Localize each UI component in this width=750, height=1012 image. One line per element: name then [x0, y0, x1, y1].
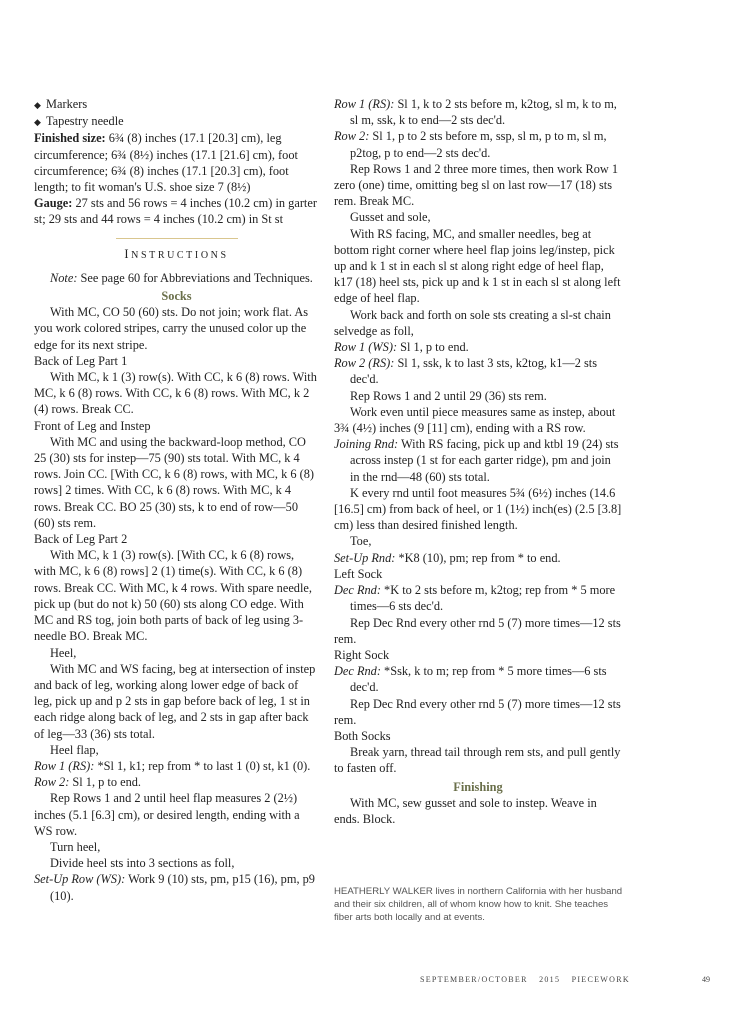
subheading: Right Sock [334, 647, 390, 662]
page-footer [420, 975, 710, 984]
issue-year: 2015 [539, 975, 561, 984]
paragraph: Rep Rows 1 and 2 until 29 (36) sts rem. [350, 388, 547, 403]
finishing-heading: Finishing [453, 779, 503, 794]
subheading: Gusset and sole, [350, 210, 431, 225]
note: Note: See page 60 for Abbreviations and Techniques. [50, 270, 313, 285]
magazine-name: PIECEWORK [571, 975, 630, 984]
author-name: HEATHERLY WALKER [334, 886, 433, 897]
paragraph: Work back and forth on sole sts creating a sl-st chain selvedge as foll, [334, 307, 611, 338]
issue-date: SEPTEMBER/OCTOBER [420, 975, 528, 984]
gauge: Gauge: 27 sts and 56 rows = 4 inches (10.2 cm) in garter st; 29 sts and 44 rows = 4 inches (10.2 cm) in St st [34, 196, 317, 227]
instructions-heading: INSTRUCTIONS [34, 238, 319, 264]
bullet-icon: ◆ [34, 100, 41, 110]
paragraph: With MC and using the backward-loop method, CO 25 (30) sts for instep—75 (90) sts total. With MC, k 4 rows. Join CC. [With CC, k 6 (8) rows, with MC, k 6 (8) rows] 2 times. With CC, k 6 (8) rows. With MC, k 4 rows. Break CC. BO 25 (30) sts, k to end of row—50 (60) sts rem. [34, 434, 314, 530]
paragraph: With MC, k 1 (3) row(s). [With CC, k 6 (8) rows, with MC, k 6 (8) rows] 2 (1) time(s). With CC, k 6 (8) rows. Break CC. With MC, k 4 rows. With spare needle, pick up (but do not k) 50 (60) sts along CO edge. With MC and RS tog, join both parts of back of leg using 3-needle BO. Break MC. [34, 548, 312, 644]
bio-text: lives in northern California with her husband and their six children, all of whom know how to knit. She teaches fiber arts both locally and at events. [334, 886, 623, 924]
paragraph: With MC, CO 50 (60) sts. Do not join; work flat. As you work colored stripes, carry the unused color up the edge for its next stripe. [34, 305, 309, 352]
row-instruction: Row 1 (RS): Sl 1, k to 2 sts before m, k2tog, sl m, k to m, sl m, ssk, k to end—2 sts dec'd. [334, 97, 617, 128]
subheading: Front of Leg and Instep [34, 418, 151, 433]
row-instruction: Set-Up Rnd: *K8 (10), pm; rep from * to end. [334, 550, 561, 565]
row-instruction: Joining Rnd: With RS facing, pick up and ktbl 19 (24) sts across instep (1 st for each garter ridge), pm and join in the rnd—48 (60) sts total. [334, 437, 619, 484]
bullet-icon: ◆ [34, 117, 41, 128]
paragraph: With MC, sew gusset and sole to instep. Weave in ends. Block. [334, 795, 597, 826]
paragraph: K every rnd until foot measures 5¾ (6½) inches (14.6 [16.5] cm) from back of heel, or 1 (1½) inch(es) (2.5 [3.8] cm) less than desired finished length. [334, 485, 622, 533]
paragraph: Work even until piece measures same as instep, about 3¾ (4½) inches (9 [11] cm), ending with a RS row. [334, 404, 616, 436]
socks-heading: Socks [161, 289, 192, 304]
row-instruction: Row 2: Sl 1, p to end. [34, 775, 141, 790]
row-instruction: Set-Up Row (WS): Work 9 (10) sts, pm, p15 (16), pm, p9 (10). [34, 872, 315, 903]
subheading: Turn heel, [50, 839, 101, 854]
row-instruction: Dec Rnd: *K to 2 sts before m, k2tog; rep from * 5 more times—6 sts dec'd. [334, 583, 616, 614]
paragraph: Rep Rows 1 and 2 until heel flap measures 2 (2½) inches (5.1 [6.3] cm), or desired length, ending with a WS row. [34, 791, 300, 838]
subheading: Heel flap, [50, 742, 99, 757]
materials-item: ◆ Tapestry needle [34, 113, 319, 130]
subheading: Left Sock [334, 566, 383, 581]
row-instruction: Row 2 (RS): Sl 1, ssk, k to last 3 sts, k2tog, k1—2 sts dec'd. [334, 356, 598, 387]
materials-item: ◆ Markers [34, 96, 319, 113]
subheading: Heel, [50, 645, 77, 660]
row-instruction: Row 2: Sl 1, p to 2 sts before m, ssp, sl m, p to m, sl m, p2tog, p to end—2 sts dec'd. [334, 129, 607, 160]
subheading: Both Socks [334, 728, 391, 743]
paragraph: With RS facing, MC, and smaller needles, beg at bottom right corner where heel flap joins leg/instep, pick up and k 1 st in each sl st along right edge of heel flap, k17 (18) heel sts, pick up and k 1 st in each sl st along left edge of heel flap. [334, 226, 621, 306]
paragraph: Rep Rows 1 and 2 three more times, then work Row 1 zero (one) time, omitting beg sl on last row—17 (18) sts rem. Break MC. [334, 161, 619, 209]
paragraph: With MC and WS facing, beg at intersection of instep and back of leg, working along lower edge of back of leg, pick up and p 2 sts in gap before back of leg, 1 st in each ridge along back of leg, and 2 sts in gap after back of leg—33 (36) sts total. [34, 661, 316, 741]
paragraph: With MC, k 1 (3) row(s). With CC, k 6 (8) rows. With MC, k 6 (8) rows. With CC, k 6 (8) rows. With MC, k 2 (4) rows. Break CC. [34, 370, 317, 417]
left-column [34, 96, 319, 904]
row-instruction: Dec Rnd: *Ssk, k to m; rep from * 5 more times—6 sts dec'd. [334, 664, 607, 695]
subheading: Toe, [350, 534, 372, 549]
right-column [334, 96, 622, 827]
author-bio [334, 885, 624, 925]
divider [116, 238, 238, 239]
paragraph: Rep Dec Rnd every other rnd 5 (7) more times—12 sts rem. [334, 615, 621, 646]
paragraph: Rep Dec Rnd every other rnd 5 (7) more times—12 sts rem. [334, 696, 621, 727]
page-number: 49 [702, 975, 710, 984]
finished-size: Finished size: 6¾ (8) inches (17.1 [20.3] cm), leg circumference; 6¾ (8½) inches (17.1 [21.6] cm), foot circumference; 6¾ (8) inches (17.1 [20.3] cm), foot length; to fit woman's U.S. shoe size 7 (8½) [34, 131, 298, 195]
row-instruction: Row 1 (RS): *Sl 1, k1; rep from * to last 1 (0) st, k1 (0). [34, 758, 311, 773]
subheading: Back of Leg Part 1 [34, 353, 128, 368]
paragraph: Break yarn, thread tail through rem sts, and pull gently to fasten off. [334, 745, 621, 776]
paragraph: Divide heel sts into 3 sections as foll, [50, 856, 235, 871]
subheading: Back of Leg Part 2 [34, 532, 128, 547]
row-instruction: Row 1 (WS): Sl 1, p to end. [334, 340, 469, 355]
